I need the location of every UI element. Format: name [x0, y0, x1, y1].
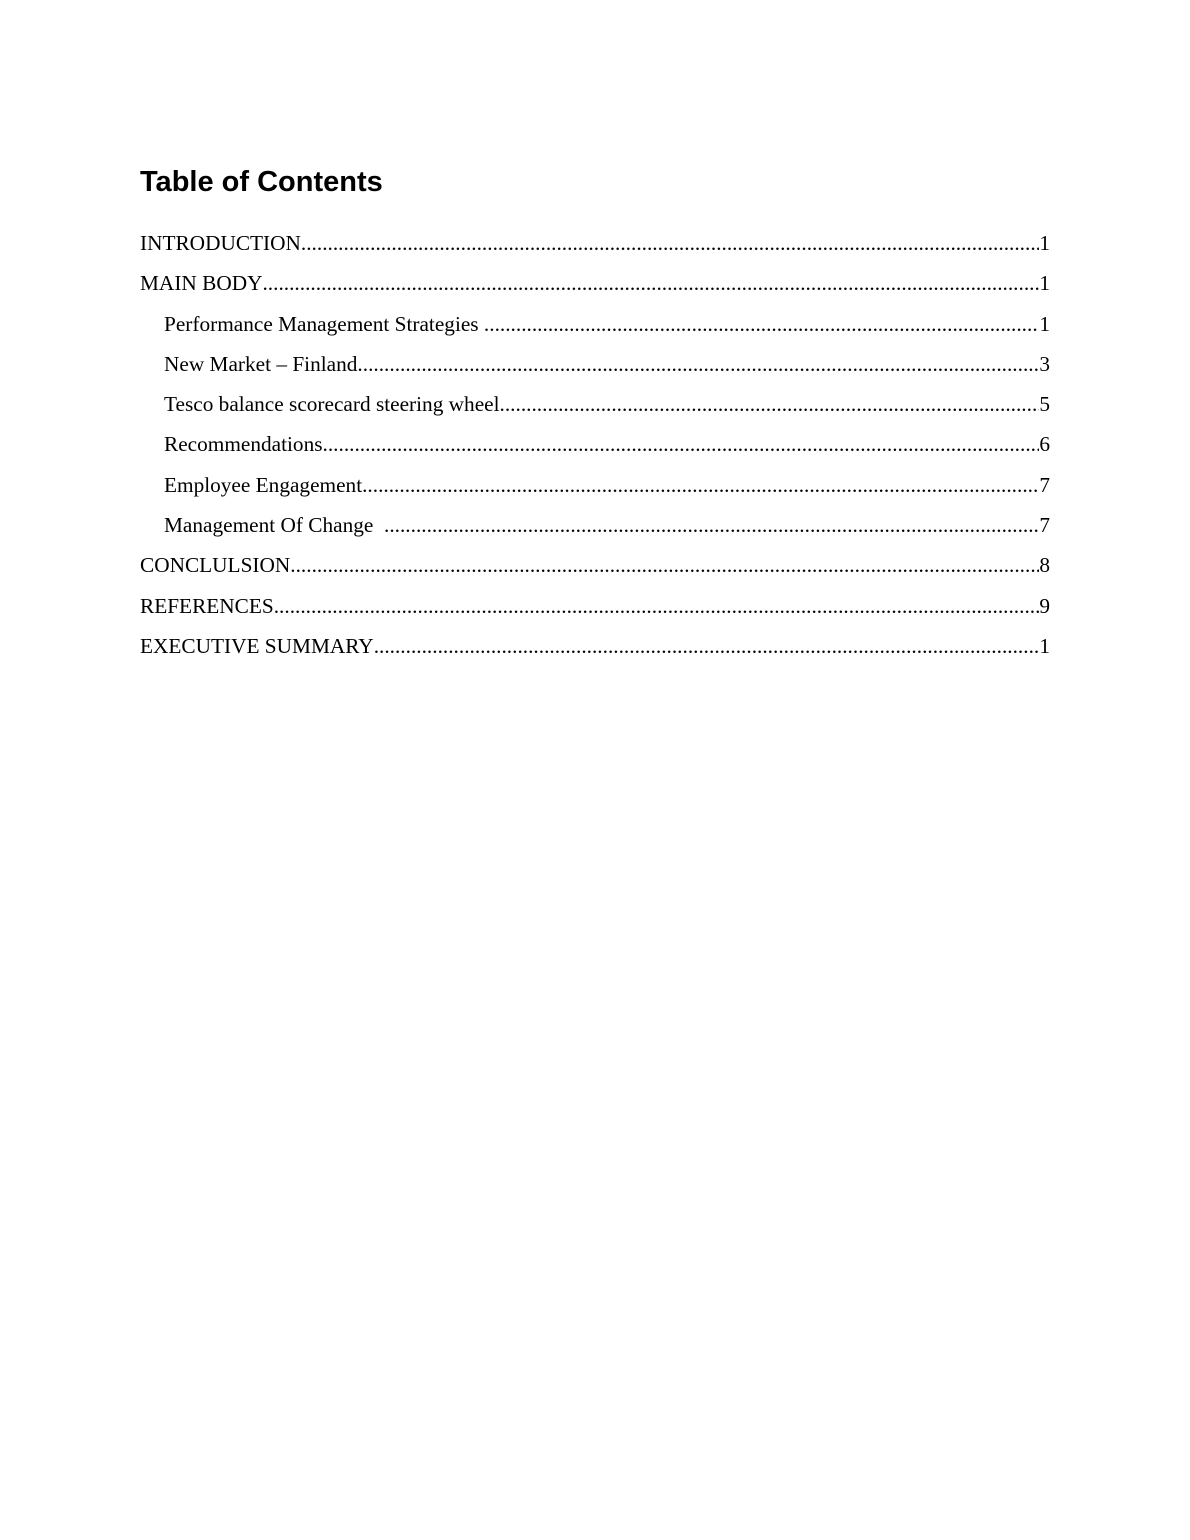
toc-entry-employee-engagement[interactable]	[140, 469, 1050, 509]
toc-dot-leader	[357, 348, 1039, 380]
toc-page-number: 7	[1039, 472, 1050, 497]
toc-entry-tesco-balance-scorecard[interactable]	[140, 388, 1050, 428]
toc-entry-label: MAIN BODY	[140, 271, 263, 296]
toc-page-number: 7	[1039, 513, 1050, 538]
toc-list	[140, 227, 1050, 670]
toc-entry-management-of-change[interactable]	[140, 509, 1050, 549]
toc-entry-label: INTRODUCTION	[140, 231, 301, 255]
toc-dot-leader	[484, 308, 1039, 340]
toc-entry-conclusion[interactable]	[140, 549, 1050, 589]
toc-entry-references[interactable]	[140, 590, 1050, 630]
toc-page-number: 8	[1039, 553, 1050, 578]
toc-page-number: 1	[1039, 231, 1050, 255]
toc-entry-label: CONCLULSION	[140, 553, 291, 578]
toc-entry-executive-summary[interactable]	[140, 630, 1050, 670]
toc-entry-new-market-finland[interactable]	[140, 348, 1050, 388]
toc-page-number: 3	[1039, 351, 1050, 376]
toc-dot-leader	[274, 590, 1040, 622]
toc-entry-label: EXECUTIVE SUMMARY	[140, 633, 374, 658]
toc-dot-leader	[374, 630, 1040, 662]
toc-page-number: 9	[1039, 593, 1050, 618]
toc-entry-label: Recommendations	[164, 432, 323, 457]
toc-entry-label: Management Of Change	[164, 513, 384, 538]
toc-dot-leader	[301, 227, 1039, 259]
toc-page-number: 1	[1039, 311, 1050, 336]
toc-title: Table of Contents	[140, 166, 383, 198]
toc-entry-label: Tesco balance scorecard steering wheel	[164, 392, 500, 417]
toc-dot-leader	[323, 428, 1040, 460]
toc-entry-label: New Market – Finland	[164, 351, 358, 376]
toc-entry-main-body[interactable]	[140, 267, 1050, 307]
toc-entry-label: Employee Engagement	[164, 472, 363, 497]
toc-dot-leader	[362, 469, 1039, 501]
toc-entry-introduction[interactable]	[140, 227, 1050, 267]
toc-entry-performance-management-strategies[interactable]	[140, 308, 1050, 348]
toc-page-number: 1	[1039, 633, 1050, 658]
toc-dot-leader	[500, 388, 1040, 420]
toc-dot-leader	[290, 549, 1039, 581]
toc-entry-recommendations[interactable]	[140, 428, 1050, 468]
toc-dot-leader	[262, 267, 1039, 299]
toc-page-number: 1	[1039, 271, 1050, 296]
toc-dot-leader	[384, 509, 1039, 541]
toc-entry-label: Performance Management Strategies	[164, 311, 484, 336]
toc-page-number: 5	[1039, 392, 1050, 417]
toc-entry-label: REFERENCES	[140, 593, 274, 618]
toc-page-number: 6	[1039, 432, 1050, 457]
